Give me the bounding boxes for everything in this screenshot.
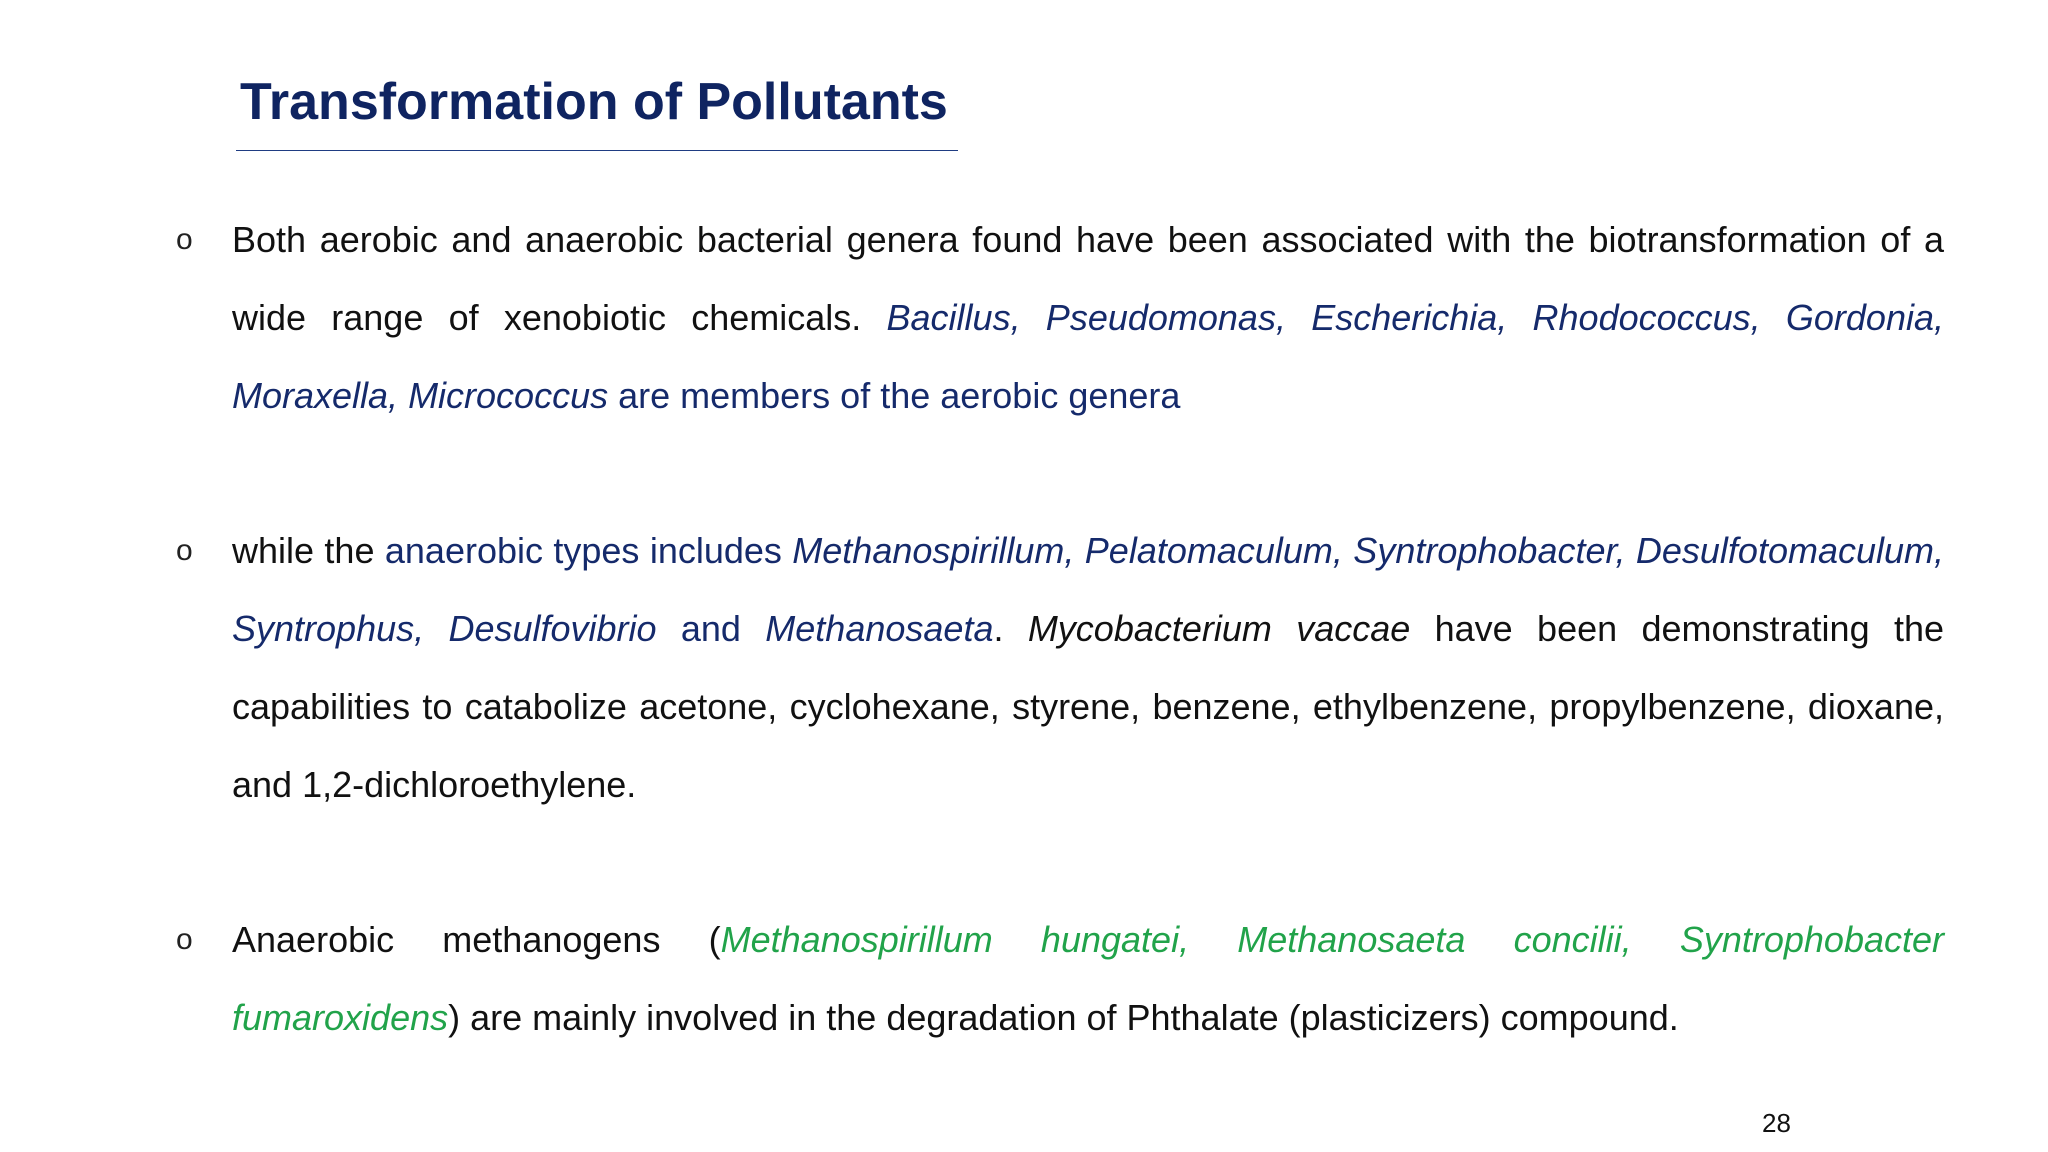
- slide-title: Transformation of Pollutants: [240, 73, 948, 131]
- anaerobic-genera-list: Methanospirillum, Pelatomaculum, Syntrophobacter, Desulfotomaculum, Syntrophus, Desulfovibrio: [232, 530, 1945, 649]
- paragraph-text: anaerobic types includes: [384, 530, 793, 571]
- paragraph-text: have been demonstrating the capabilities to catabolize acetone, cyclohexane, styrene, benzene, ethylbenzene, propylbenzene, dioxane, and 1,2-dichloroethylene.: [232, 608, 1944, 805]
- paragraph-text: Anaerobic methanogens (: [232, 919, 721, 960]
- bullet-marker: o: [176, 534, 193, 567]
- bullet-paragraph-3: [232, 901, 1944, 1057]
- paragraph-text: ) are mainly involved in the degradation of Phthalate (plasticizers) compound.: [448, 997, 1679, 1038]
- methanogen-species-list: Methanospirillum hungatei, Methanosaeta concilii, Syntrophobacter fumaroxidens: [232, 919, 1944, 1038]
- paragraph-text: .: [993, 608, 1028, 649]
- paragraph-text: and: [656, 608, 766, 649]
- species-name: Mycobacterium vaccae: [1027, 608, 1411, 649]
- genus-name: Methanosaeta: [765, 608, 994, 649]
- paragraph-text: while the: [232, 530, 385, 571]
- paragraph-text: are members of the aerobic genera: [608, 375, 1181, 416]
- page-number: 28: [1762, 1108, 1791, 1138]
- paragraph-text: Both aerobic and anaerobic bacterial genera found have been associated with the biotransformation of a wide range of xenobiotic chemicals.: [232, 219, 1944, 338]
- bullet-marker: o: [176, 223, 193, 256]
- title-underline: [236, 150, 958, 151]
- bullet-paragraph-1: [232, 201, 1944, 435]
- aerobic-genera-list: Bacillus, Pseudomonas, Escherichia, Rhodococcus, Gordonia, Moraxella, Micrococcus: [232, 297, 1944, 416]
- bullet-marker: o: [176, 923, 193, 956]
- bullet-paragraph-2: [232, 512, 1944, 824]
